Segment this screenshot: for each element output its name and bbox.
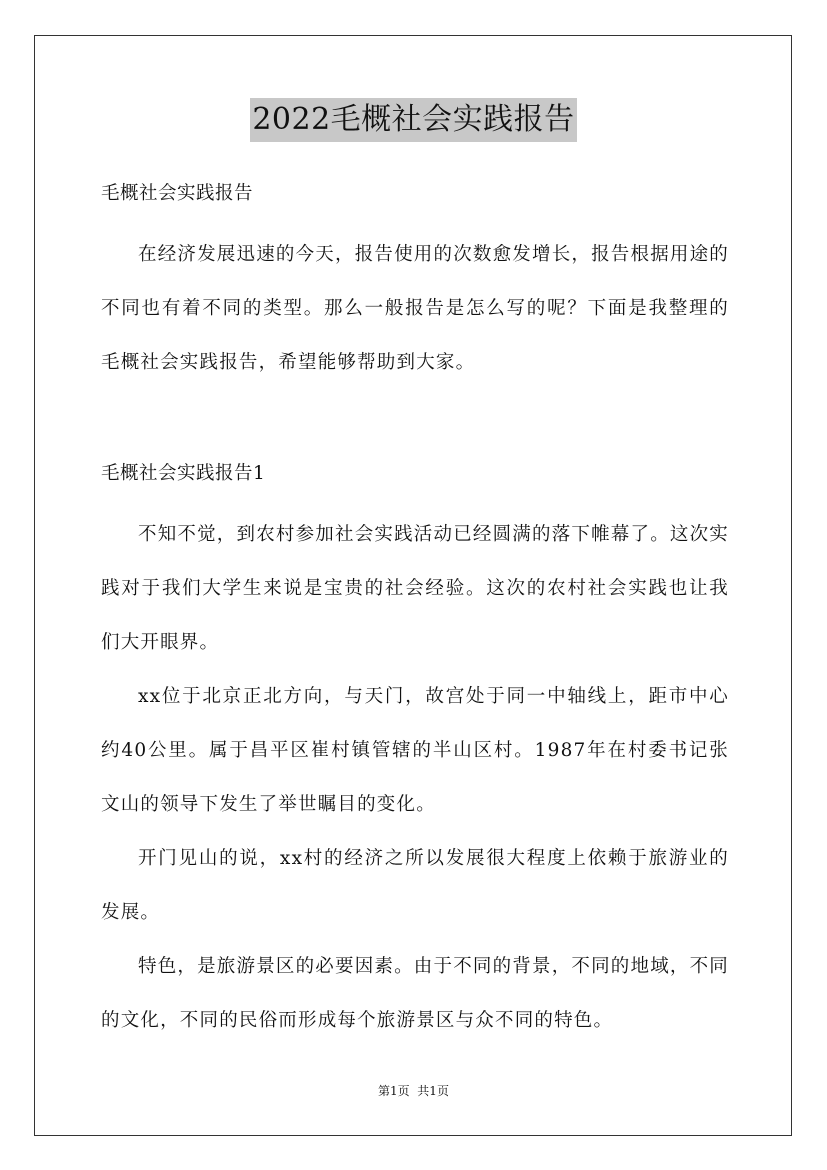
spacer <box>101 212 729 228</box>
body-paragraph: 不知不觉，到农村参加社会实践活动已经圆满的落下帷幕了。这次实践对于我们大学生来说是宝贵的社会经验。这次的农村社会实践也让我们大开眼界。 <box>101 524 730 653</box>
body-paragraph: xx位于北京正北方向，与天门，故宫处于同一中轴线上，距市中心约40公里。属于昌平区崔村镇管辖的半山区村。1987年在村委书记张文山的领导下发生了举世瞩目的变化。 <box>101 686 729 815</box>
body-paragraph: 开门见山的说，xx村的经济之所以发展很大程度上依赖于旅游业的发展。 <box>101 848 729 923</box>
spacer <box>101 390 729 444</box>
page-footer: 第1页 共1页 <box>378 1084 449 1098</box>
spacer <box>101 492 729 508</box>
intro-heading: 毛概社会实践报告 <box>101 183 254 204</box>
document-body <box>101 176 729 1048</box>
intro-paragraph: 在经济发展迅速的今天，报告使用的次数愈发增长，报告根据用途的不同也有着不同的类型。那么一般报告是怎么写的呢？下面是我整理的毛概社会实践报告，希望能够帮助到大家。 <box>101 244 730 373</box>
title-container <box>0 98 827 142</box>
document-title: 2022毛概社会实践报告 <box>250 98 576 142</box>
section-heading: 毛概社会实践报告1 <box>101 463 266 484</box>
body-paragraph: 特色，是旅游景区的必要因素。由于不同的背景，不同的地域，不同的文化，不同的民俗而形成每个旅游景区与众不同的特色。 <box>101 956 730 1031</box>
